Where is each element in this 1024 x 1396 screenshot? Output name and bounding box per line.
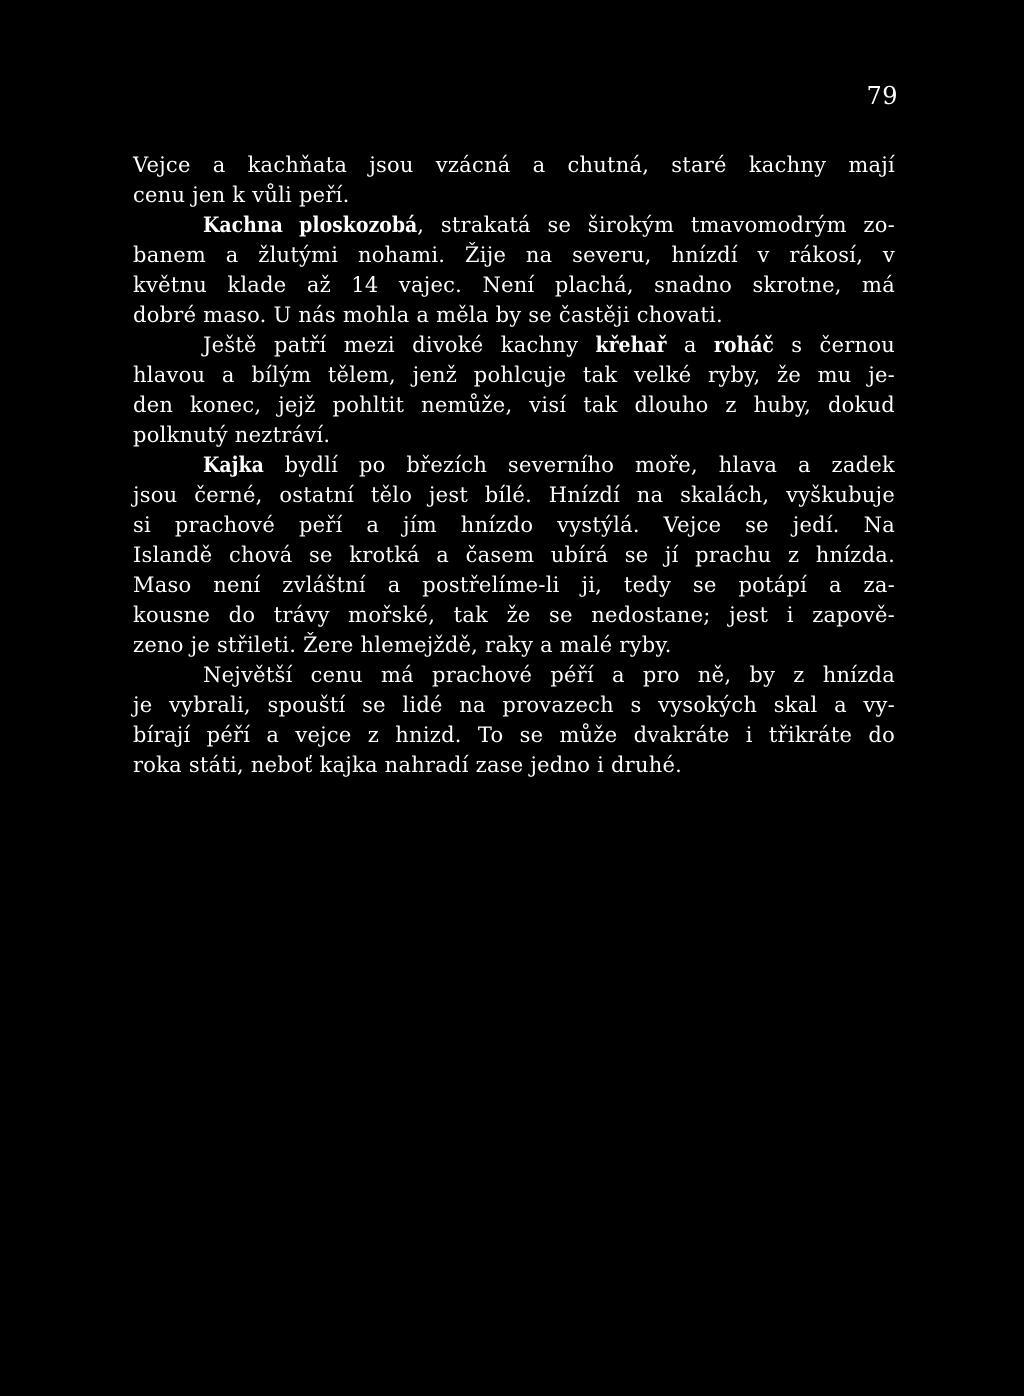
text-segment: zeno je střileti. Žere hlemejždě, raky a malé ryby. bbox=[133, 633, 672, 657]
emphasized-term: Kachna ploskozobá bbox=[203, 212, 418, 237]
emphasized-term: Kajka bbox=[203, 452, 264, 477]
text-line bbox=[133, 450, 895, 480]
text-line bbox=[133, 540, 895, 570]
text-line bbox=[133, 630, 895, 660]
text-segment: s černou bbox=[773, 333, 895, 357]
body-text bbox=[133, 150, 895, 780]
text-line bbox=[133, 660, 895, 690]
text-line bbox=[133, 600, 895, 630]
text-line bbox=[133, 690, 895, 720]
text-segment: hlavou a bílým tělem, jenž pohlcuje tak velké ryby, že mu je- bbox=[133, 363, 895, 387]
text-segment: bydlí po březích severního moře, hlava a zadek bbox=[263, 453, 895, 477]
text-segment: Ještě patří mezi divoké kachny bbox=[203, 333, 596, 357]
text-line bbox=[133, 480, 895, 510]
paragraph bbox=[133, 660, 895, 780]
text-segment: si prachové peří a jím hnízdo vystýlá. Vejce se jedí. Na bbox=[133, 513, 895, 537]
text-line bbox=[133, 210, 895, 240]
emphasized-term: křehař bbox=[595, 332, 667, 357]
page-number: 79 bbox=[866, 82, 898, 110]
paragraph bbox=[133, 210, 895, 330]
text-line bbox=[133, 240, 895, 270]
text-line bbox=[133, 750, 895, 780]
text-segment: květnu klade až 14 vajec. Není plachá, snadno skrotne, má bbox=[133, 273, 895, 297]
text-line bbox=[133, 270, 895, 300]
text-segment: je vybrali, spouští se lidé na provazech s vysokých skal a vy- bbox=[133, 693, 895, 717]
text-segment: cenu jen k vůli peří. bbox=[133, 183, 350, 207]
text-segment: dobré maso. U nás mohla a měla by se častěji chovati. bbox=[133, 303, 723, 327]
text-line bbox=[133, 360, 895, 390]
text-line bbox=[133, 720, 895, 750]
text-segment: banem a žlutými nohami. Žije na severu, hnízdí v rákosí, v bbox=[133, 243, 895, 267]
paragraph bbox=[133, 330, 895, 450]
text-segment: Maso není zvláštní a postřelíme-li ji, tedy se potápí a za- bbox=[133, 573, 895, 597]
text-line bbox=[133, 510, 895, 540]
text-line bbox=[133, 420, 895, 450]
emphasized-term: roháč bbox=[713, 332, 774, 357]
text-line bbox=[133, 570, 895, 600]
text-segment: polknutý neztráví. bbox=[133, 423, 331, 447]
text-line bbox=[133, 330, 895, 360]
paragraph bbox=[133, 450, 895, 660]
text-segment: Islandě chová se krotká a časem ubírá se jí prachu z hnízda. bbox=[133, 543, 895, 567]
text-line bbox=[133, 300, 895, 330]
text-segment: bírají péří a vejce z hnizd. To se může dvakráte i třikráte do bbox=[133, 723, 895, 747]
text-segment: Vejce a kachňata jsou vzácná a chutná, staré kachny mají bbox=[133, 153, 895, 177]
paragraph bbox=[133, 150, 895, 210]
text-line bbox=[133, 390, 895, 420]
text-segment: , strakatá se širokým tmavomodrým zo- bbox=[417, 213, 895, 237]
text-line bbox=[133, 180, 895, 210]
text-segment: Největší cenu má prachové péří a pro ně, by z hnízda bbox=[203, 663, 895, 687]
text-line bbox=[133, 150, 895, 180]
text-segment: kousne do trávy mořské, tak že se nedostane; jest i zapově- bbox=[133, 603, 895, 627]
text-segment: den konec, jejž pohltit nemůže, visí tak dlouho z huby, dokud bbox=[133, 393, 895, 417]
text-segment: roka státi, neboť kajka nahradí zase jedno i druhé. bbox=[133, 753, 683, 777]
text-segment: jsou černé, ostatní tělo jest bílé. Hnízdí na skalách, vyškubuje bbox=[133, 483, 895, 507]
text-segment: a bbox=[666, 333, 714, 357]
